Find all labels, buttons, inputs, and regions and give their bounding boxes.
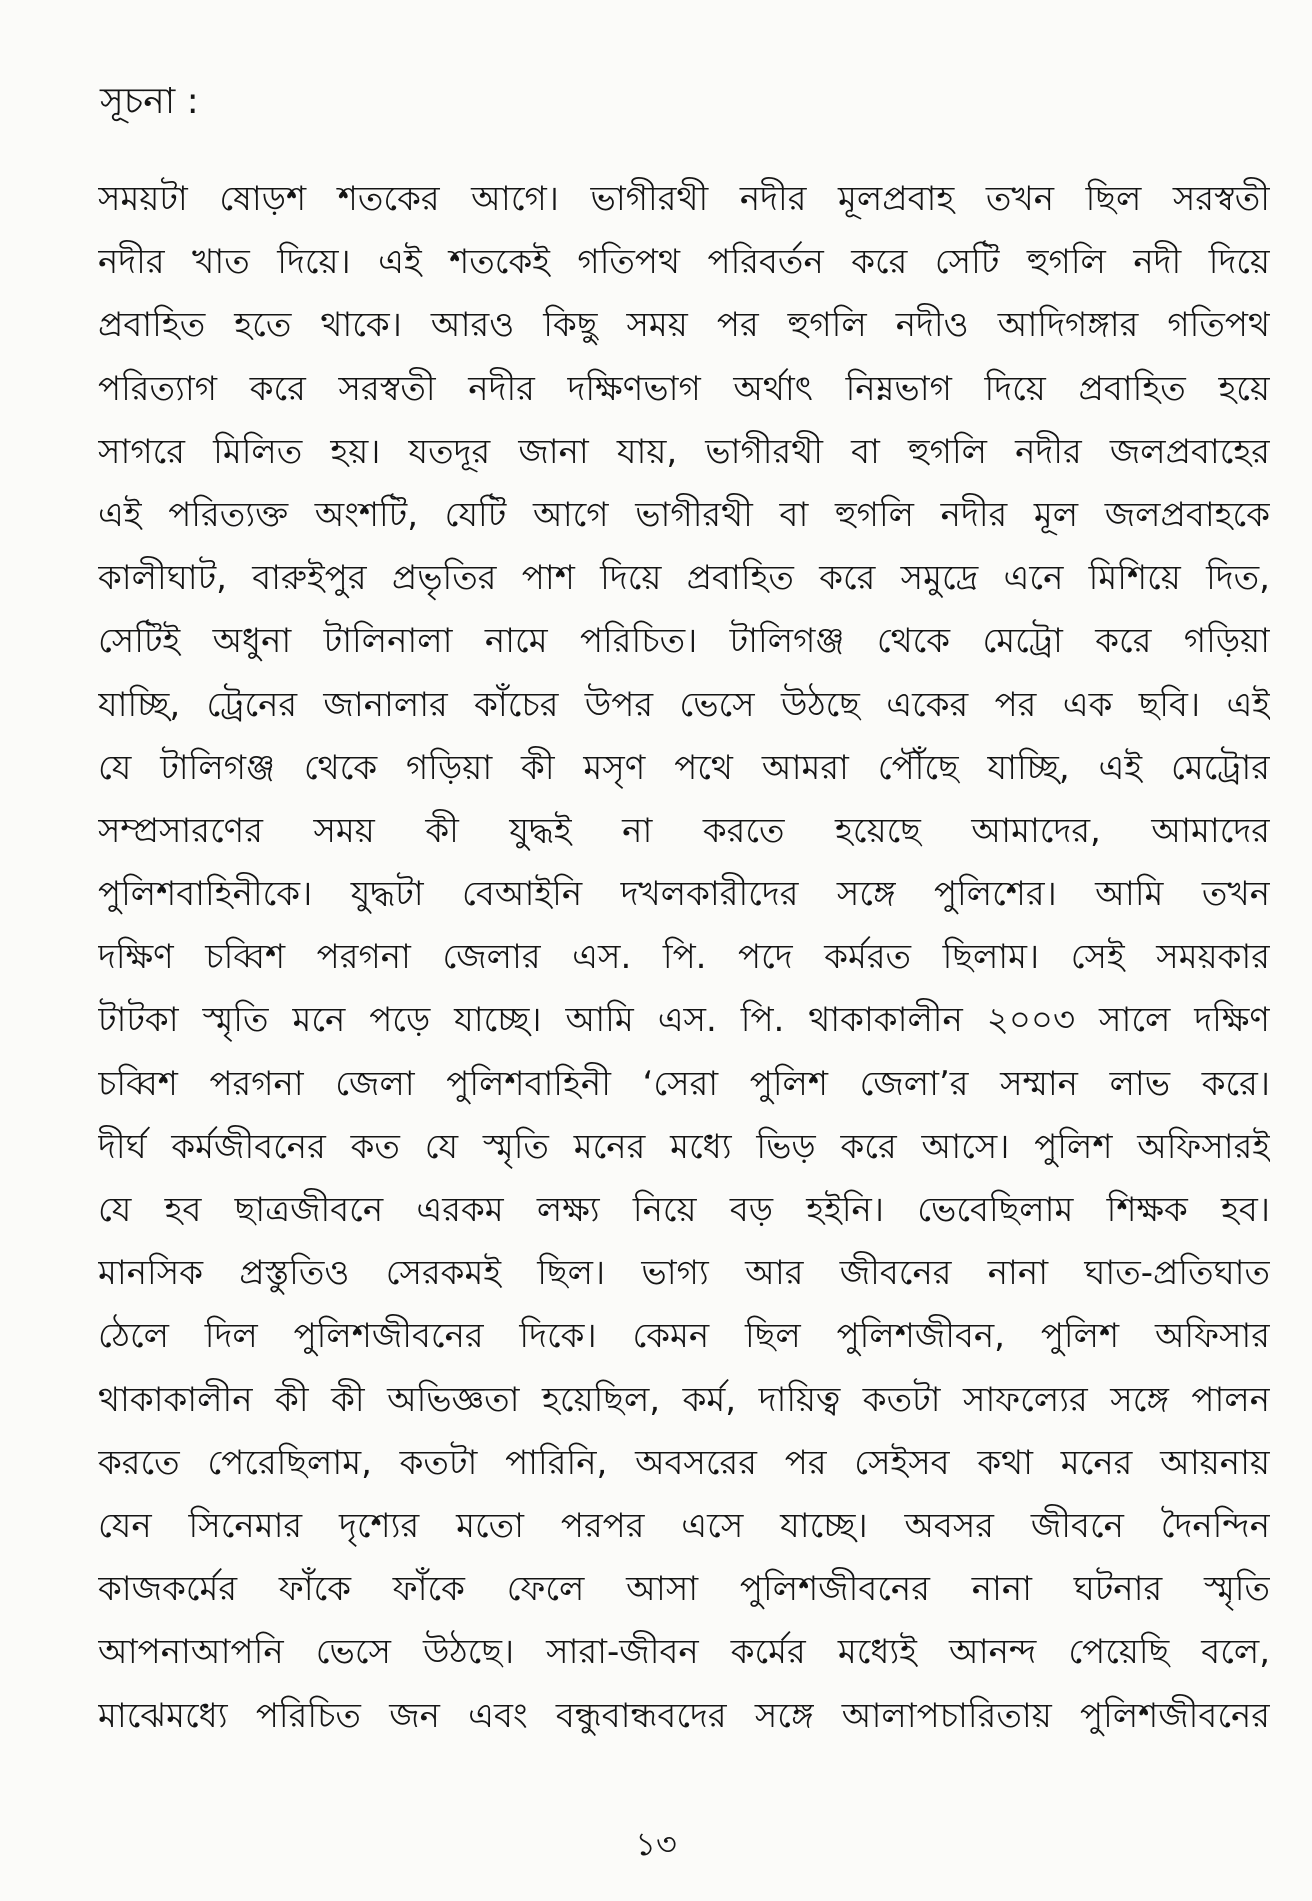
text-line: নদীর খাত দিয়ে। এই শতকেই গতিপথ পরিবর্তন করে সেটি হুগলি নদী দিয়ে bbox=[98, 242, 1270, 283]
text-line: সম্প্রসারণের সময় কী যুদ্ধই না করতে হয়েছে আমাদের, আমাদের bbox=[98, 810, 1270, 851]
text-line: যেন সিনেমার দৃশ্যের মতো পরপর এসে যাচ্ছে। অবসর জীবনে দৈনন্দিন bbox=[98, 1505, 1270, 1546]
text-line: সেটিই অধুনা টালিনালা নামে পরিচিত। টালিগঞ্জ থেকে মেট্রো করে গড়িয়া bbox=[98, 621, 1270, 662]
text-line: থাকাকালীন কী কী অভিজ্ঞতা হয়েছিল, কর্ম, দায়িত্ব কতটা সাফল্যের সঙ্গে পালন bbox=[98, 1379, 1270, 1420]
text-line: কাজকর্মের ফাঁকে ফাঁকে ফেলে আসা পুলিশজীবনের নানা ঘটনার স্মৃতি bbox=[98, 1569, 1270, 1610]
text-line: পরিত্যাগ করে সরস্বতী নদীর দক্ষিণভাগ অর্থাৎ নিম্নভাগ দিয়ে প্রবাহিত হয়ে bbox=[98, 368, 1270, 409]
page-number: ১৩ bbox=[635, 1825, 677, 1863]
text-line: কালীঘাট, বারুইপুর প্রভৃতির পাশ দিয়ে প্রবাহিত করে সমুদ্রে এনে মিশিয়ে দিত, bbox=[98, 558, 1270, 599]
text-line: পুলিশবাহিনীকে। যুদ্ধটা বেআইনি দখলকারীদের সঙ্গে পুলিশের। আমি তখন bbox=[98, 874, 1270, 915]
text-line: যে হব ছাত্রজীবনে এরকম লক্ষ্য নিয়ে বড় হইনি। ভেবেছিলাম শিক্ষক হব। bbox=[98, 1190, 1270, 1230]
text-line: চব্বিশ পরগনা জেলা পুলিশবাহিনী ‘সেরা পুলিশ জেলা’র সম্মান লাভ করে। bbox=[98, 1063, 1270, 1104]
text-line: দক্ষিণ চব্বিশ পরগনা জেলার এস. পি. পদে কর্মরত ছিলাম। সেই সময়কার bbox=[98, 937, 1270, 978]
text-line: যাচ্ছি, ট্রেনের জানালার কাঁচের উপর ভেসে উঠছে একের পর এক ছবি। এই bbox=[98, 684, 1270, 725]
text-line: ঠেলে দিল পুলিশজীবনের দিকে। কেমন ছিল পুলিশজীবন, পুলিশ অফিসার bbox=[98, 1316, 1270, 1357]
text-line: প্রবাহিত হতে থাকে। আরও কিছু সময় পর হুগলি নদীও আদিগঙ্গার গতিপথ bbox=[98, 305, 1270, 346]
body-paragraph bbox=[98, 168, 1270, 1748]
text-line: মাঝেমধ্যে পরিচিত জন এবং বন্ধুবান্ধবদের সঙ্গে আলাপচারিতায় পুলিশজীবনের bbox=[98, 1695, 1270, 1736]
text-line: আপনাআপনি ভেসে উঠছে। সারা-জীবন কর্মের মধ্যেই আনন্দ পেয়েছি বলে, bbox=[98, 1632, 1270, 1673]
text-line: টাটকা স্মৃতি মনে পড়ে যাচ্ছে। আমি এস. পি. থাকাকালীন ২০০৩ সালে দক্ষিণ bbox=[98, 1000, 1270, 1041]
text-line: করতে পেরেছিলাম, কতটা পারিনি, অবসরের পর সেইসব কথা মনের আয়নায় bbox=[98, 1442, 1270, 1483]
text-line: মানসিক প্রস্তুতিও সেরকমই ছিল। ভাগ্য আর জীবনের নানা ঘাত-প্রতিঘাত bbox=[98, 1253, 1270, 1294]
text-line: এই পরিত্যক্ত অংশটি, যেটি আগে ভাগীরথী বা হুগলি নদীর মূল জলপ্রবাহকে bbox=[98, 494, 1270, 535]
text-line: দীর্ঘ কর্মজীবনের কত যে স্মৃতি মনের মধ্যে ভিড় করে আসে। পুলিশ অফিসারই bbox=[98, 1126, 1270, 1167]
text-line: সময়টা ষোড়শ শতকের আগে। ভাগীরথী নদীর মূলপ্রবাহ তখন ছিল সরস্বতী bbox=[98, 179, 1270, 219]
text-line: সাগরে মিলিত হয়। যতদূর জানা যায়, ভাগীরথী বা হুগলি নদীর জলপ্রবাহের bbox=[98, 431, 1270, 472]
text-line: যে টালিগঞ্জ থেকে গড়িয়া কী মসৃণ পথে আমরা পৌঁছে যাচ্ছি, এই মেট্রোর bbox=[98, 747, 1270, 788]
section-heading: সূচনা : bbox=[100, 81, 199, 122]
